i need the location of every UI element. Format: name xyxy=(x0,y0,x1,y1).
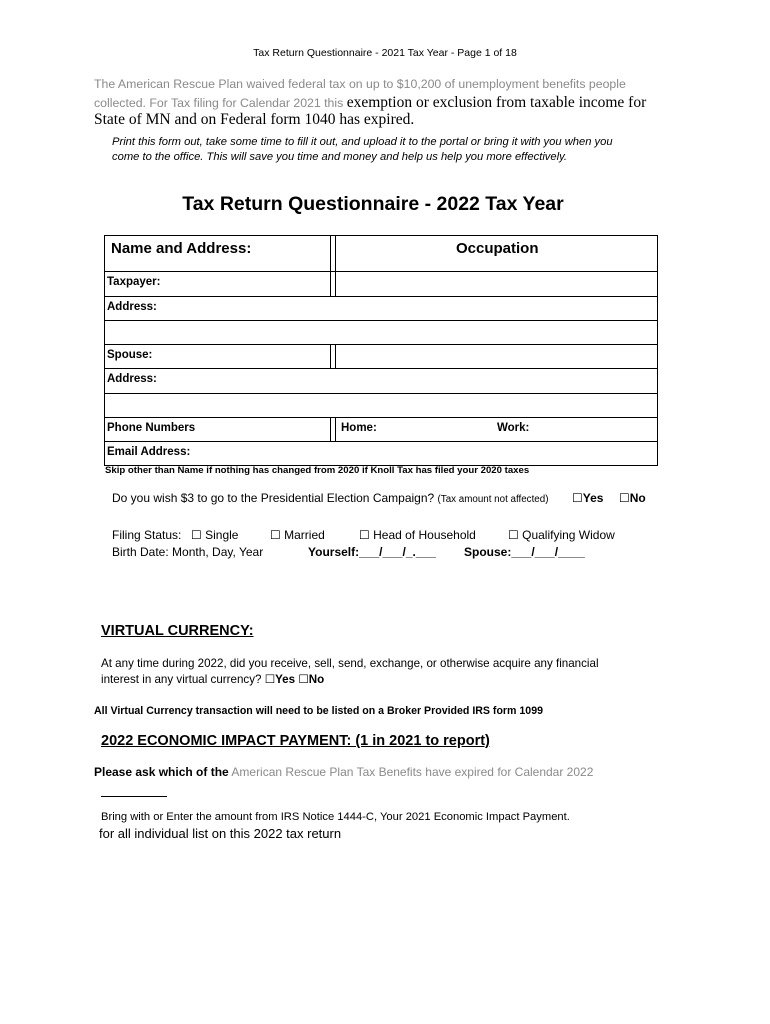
filing-married-option[interactable] xyxy=(270,528,325,542)
page-header: Tax Return Questionnaire - 2021 Tax Year - Page 1 of 18 xyxy=(253,47,517,59)
filing-status-label: Filing Status: xyxy=(112,528,182,542)
column-divider xyxy=(330,272,336,296)
yourself-blank: :___/___/_.___ xyxy=(355,545,436,559)
name-address-header: Name and Address: xyxy=(111,240,252,257)
column-divider xyxy=(330,236,336,271)
filing-widow-option[interactable] xyxy=(508,528,615,542)
work-phone-label: Work: xyxy=(497,422,530,434)
taxpayer-address-row-2[interactable] xyxy=(105,321,657,345)
election-question xyxy=(112,491,548,505)
taxpayer-address-row[interactable] xyxy=(105,297,657,321)
yourself-label: Yourself xyxy=(308,545,356,559)
column-divider xyxy=(330,345,336,368)
filing-hoh-label: Head of Household xyxy=(373,528,476,542)
page-title: Tax Return Questionnaire - 2022 Tax Year xyxy=(182,193,564,215)
taxpayer-label: Taxpayer: xyxy=(107,276,161,288)
birth-date-label: Birth Date: Month, Day, Year xyxy=(112,545,264,559)
email-row[interactable] xyxy=(105,442,657,466)
checkbox-icon: ☐ xyxy=(619,491,630,505)
phone-row[interactable] xyxy=(105,418,657,442)
intro-line-2-black: exemption or exclusion from taxable income for xyxy=(346,94,647,111)
instruction-line-1: Print this form out, take some time to fill it out, and upload it to the portal or bring it with you when you xyxy=(112,136,613,148)
spouse-address-row-2[interactable] xyxy=(105,394,657,418)
checkbox-icon: ☐ xyxy=(298,672,309,686)
election-no-option[interactable] xyxy=(619,491,646,505)
filing-hoh-option[interactable] xyxy=(359,528,476,542)
checkbox-icon: ☐ xyxy=(359,528,370,542)
election-note: (Tax amount not affected) xyxy=(437,494,549,505)
virtual-currency-question-line-1: At any time during 2022, did you receive, sell, send, exchange, or otherwise acquire any financial xyxy=(101,657,599,670)
virtual-currency-note: All Virtual Currency transaction will need to be listed on a Broker Provided IRS form 1099 xyxy=(94,705,543,717)
eip-ask-line xyxy=(94,765,593,779)
filing-single-option[interactable] xyxy=(191,528,238,542)
filing-widow-label: Qualifying Widow xyxy=(522,528,615,542)
eip-ask-grey: American Rescue Plan Tax Benefits have expired for Calendar 2022 xyxy=(231,765,594,779)
checkbox-icon: ☐ xyxy=(572,491,583,505)
phone-label: Phone Numbers xyxy=(107,422,196,434)
email-label: Email Address: xyxy=(107,446,191,458)
intro-line-2-grey: collected. For Tax filing for Calendar 2021 this xyxy=(94,96,344,110)
spouse-birth-field[interactable] xyxy=(464,545,585,559)
blank-line[interactable] xyxy=(101,796,167,797)
table-header-row xyxy=(105,236,657,272)
checkbox-icon: ☐ xyxy=(191,528,202,542)
eip-ask-bold: Please ask which of the xyxy=(94,765,229,779)
vc-no-label: No xyxy=(308,673,325,686)
spouse-blank: ___/___/____ xyxy=(511,545,585,559)
eip-heading: 2022 ECONOMIC IMPACT PAYMENT: (1 in 2021 to report) xyxy=(101,733,490,749)
checkbox-icon: ☐ xyxy=(508,528,519,542)
column-divider xyxy=(330,418,336,441)
spouse-row[interactable] xyxy=(105,345,657,369)
election-yes-label: Yes xyxy=(582,491,604,505)
filing-married-label: Married xyxy=(284,528,325,542)
filing-single-label: Single xyxy=(205,528,239,542)
taxpayer-row[interactable] xyxy=(105,272,657,297)
eip-bring-line: Bring with or Enter the amount from IRS Notice 1444-C, Your 2021 Economic Impact Payment. xyxy=(101,811,570,823)
election-yes-option[interactable] xyxy=(572,491,603,505)
vc-yes-label: Yes xyxy=(275,673,296,686)
election-question-text: Do you wish $3 to go to the Presidential Election Campaign? xyxy=(112,491,435,505)
spouse-birth-label: Spouse: xyxy=(464,545,512,559)
intro-line-3: State of MN and on Federal form 1040 has expired. xyxy=(94,111,415,128)
checkbox-icon: ☐ xyxy=(264,672,276,686)
yourself-birth-field[interactable] xyxy=(308,545,436,559)
spouse-address-row[interactable] xyxy=(105,369,657,394)
virtual-currency-heading: VIRTUAL CURRENCY: xyxy=(101,623,254,639)
spouse-address-label: Address: xyxy=(107,373,157,385)
vc-yes-option[interactable] xyxy=(265,673,295,686)
occupation-header: Occupation xyxy=(456,240,539,257)
instruction-line-2: come to the office. This will save you time and money and help us help you more effectively. xyxy=(112,151,567,163)
virtual-currency-question-text: interest in any virtual currency? xyxy=(101,673,262,686)
home-phone-label: Home: xyxy=(341,422,377,434)
address-label: Address: xyxy=(107,301,157,313)
intro-line-1: The American Rescue Plan waived federal tax on up to $10,200 of unemployment benefits people xyxy=(94,77,626,91)
virtual-currency-question-line-2 xyxy=(101,672,324,686)
spouse-label: Spouse: xyxy=(107,349,153,361)
vc-no-option[interactable] xyxy=(298,673,324,686)
eip-for-all-line: for all individual list on this 2022 tax return xyxy=(99,826,342,841)
election-no-label: No xyxy=(629,491,646,505)
intro-line-2 xyxy=(94,94,646,112)
skip-note: Skip other than Name if nothing has changed from 2020 if Knoll Tax has filed your 2020 taxes xyxy=(105,465,530,476)
checkbox-icon: ☐ xyxy=(270,528,281,542)
info-table xyxy=(104,235,658,466)
